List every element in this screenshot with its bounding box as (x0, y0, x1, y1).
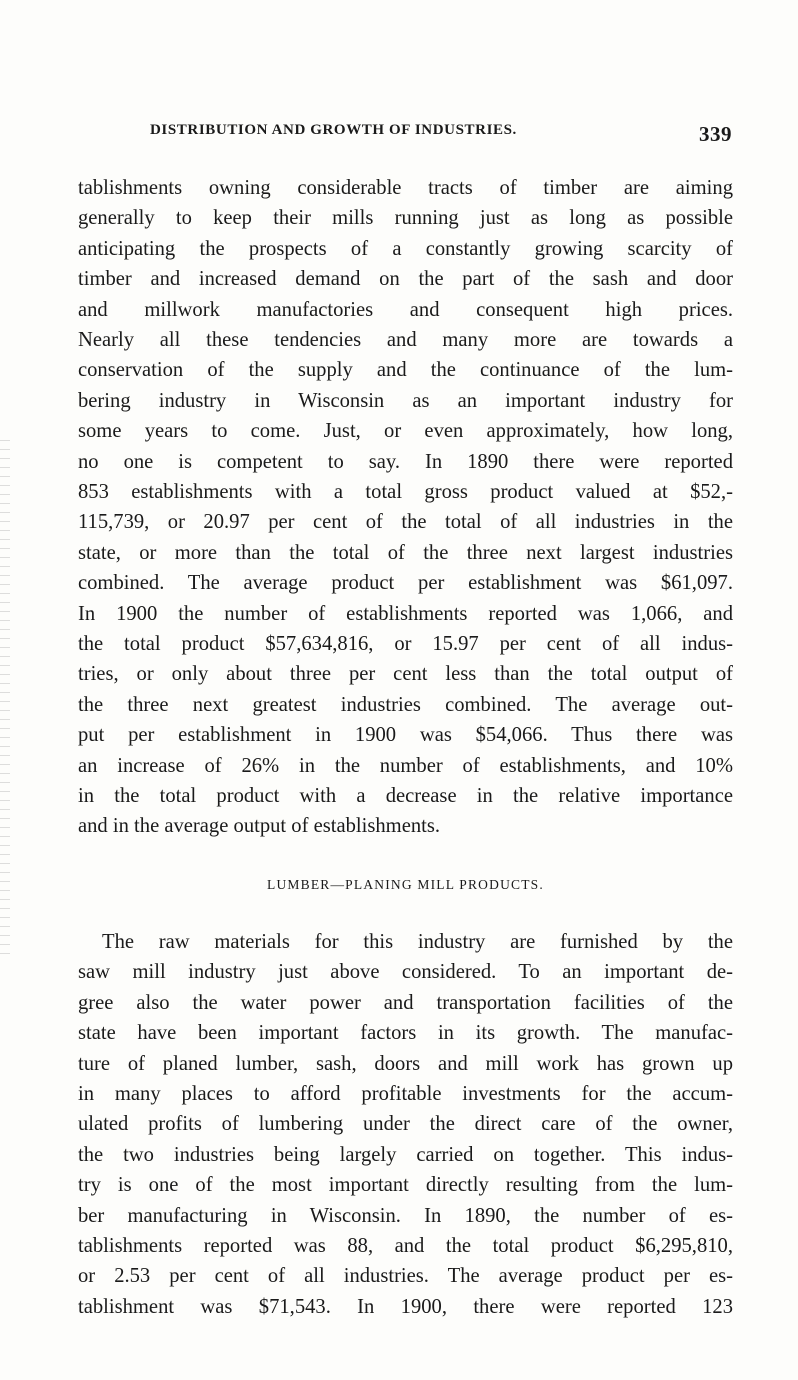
text-line: conservation of the supply and the continuance of the lum- (78, 359, 733, 382)
text-line: no one is competent to say. In 1890 there were reported (78, 450, 733, 473)
text-line: state, or more than the total of the three next largest industries (78, 541, 733, 564)
text-line: try is one of the most important directly resulting from the lum- (78, 1174, 733, 1197)
binding-edge-marks (0, 440, 10, 960)
text-line: The raw materials for this industry are furnished by the (102, 931, 733, 953)
text-line: ber manufacturing in Wisconsin. In 1890, the number of es- (78, 1204, 733, 1227)
text-line: state have been important factors in its growth. The manufac- (78, 1022, 733, 1045)
text-line: bering industry in Wisconsin as an important industry for (78, 389, 733, 412)
text-line: Nearly all these tendencies and many more are towards a (78, 329, 733, 351)
text-line: saw mill industry just above considered. To an important de- (78, 961, 733, 984)
text-line: anticipating the prospects of a constantly growing scarcity of (78, 237, 733, 260)
text-line: and in the average output of establishments. (78, 815, 441, 838)
text-line: tablishments owning considerable tracts of timber are aiming (78, 177, 733, 199)
text-line: In 1900 the number of establishments reported was 1,066, and (78, 602, 733, 625)
text-line: timber and increased demand on the part of the sash and door (78, 268, 733, 291)
text-line: combined. The average product per establishment was $61,097. (78, 572, 733, 595)
text-line: 853 establishments with a total gross product valued at $52,- (78, 481, 733, 503)
text-line: 115,739, or 20.97 per cent of the total of all industries in the (78, 511, 733, 534)
text-line: ture of planed lumber, sash, doors and mill work has grown up (78, 1052, 733, 1075)
text-line: in many places to afford profitable investments for the accum- (78, 1083, 733, 1105)
text-line: and millwork manufactories and consequent high prices. (78, 298, 733, 321)
text-line: the two industries being largely carried on together. This indus- (78, 1143, 733, 1166)
running-head (150, 120, 732, 150)
text-line: put per establishment in 1900 was $54,066. Thus there was (78, 724, 733, 747)
text-line: tries, or only about three per cent less than the total output of (78, 663, 733, 686)
text-line: tablishment was $71,543. In 1900, there were reported 123 (78, 1295, 733, 1318)
text-line: ulated profits of lumbering under the direct care of the owner, (78, 1113, 733, 1136)
text-line: in the total product with a decrease in the relative importance (78, 785, 733, 807)
text-line: the three next greatest industries combined. The average out- (78, 693, 733, 716)
page-number: 339 (699, 122, 732, 146)
text-line: the total product $57,634,816, or 15.97 per cent of all indus- (78, 633, 733, 655)
text-line: generally to keep their mills running just as long as possible (78, 207, 733, 230)
section-heading: LUMBER—PLANING MILL PRODUCTS. (267, 877, 544, 892)
running-title: DISTRIBUTION AND GROWTH OF INDUSTRIES. (150, 122, 517, 138)
text-line: or 2.53 per cent of all industries. The average product per es- (78, 1265, 733, 1288)
text-line: some years to come. Just, or even approximately, how long, (78, 420, 733, 443)
text-line: tablishments reported was 88, and the total product $6,295,810, (78, 1235, 733, 1257)
text-line: an increase of 26% in the number of establishments, and 10% (78, 754, 733, 777)
text-line: gree also the water power and transportation facilities of the (78, 991, 733, 1014)
